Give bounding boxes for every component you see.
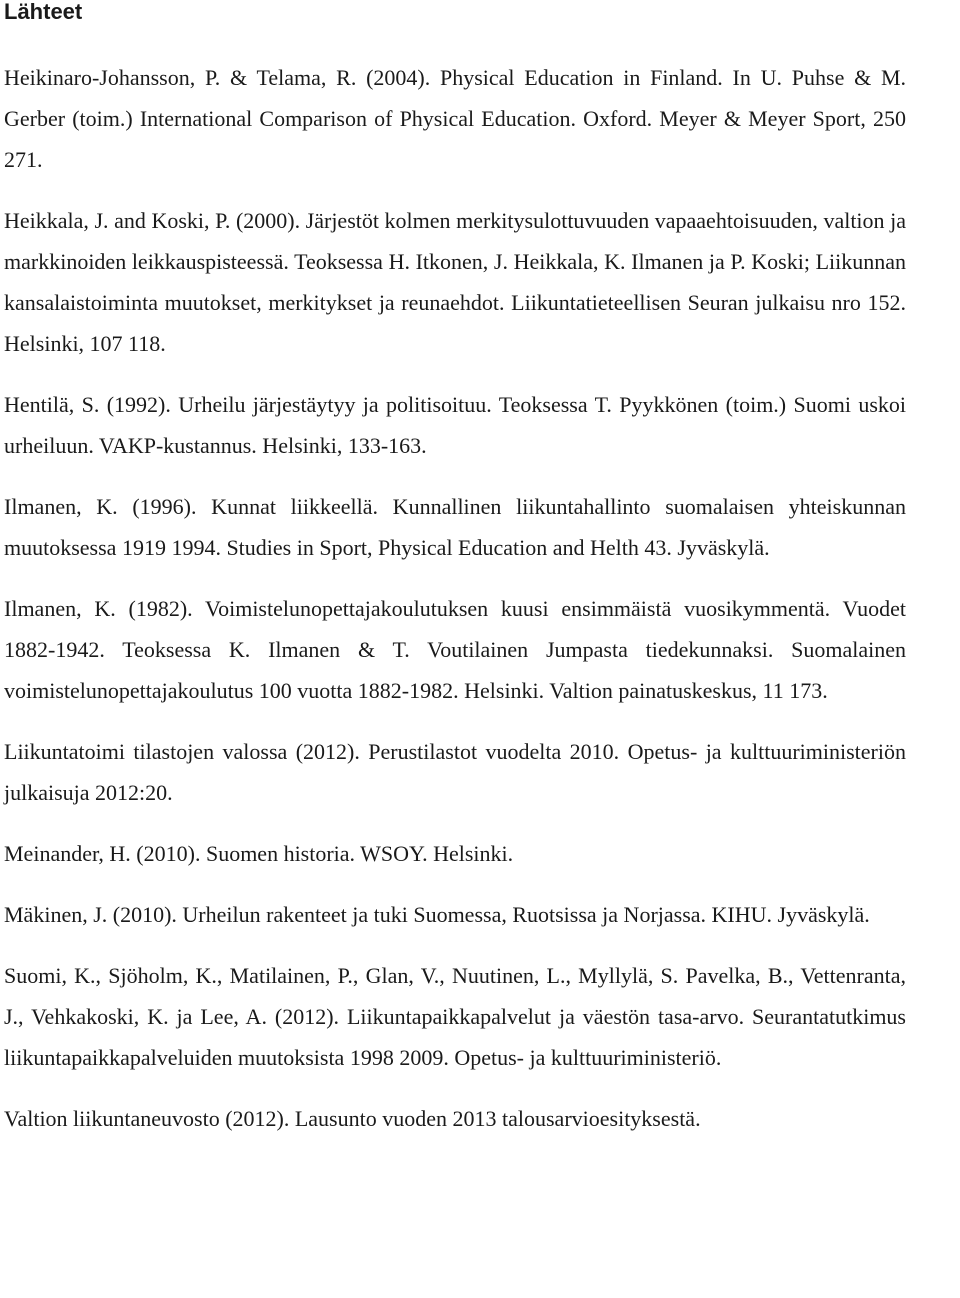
reference-entry: Liikuntatoimi tilastojen valossa (2012). Perustilastot vuodelta 2010. Opetus- ja kulttuuriministeriön julkaisuja 2012:20. — [4, 739, 906, 805]
reference-entry: Mäkinen, J. (2010). Urheilun rakenteet ja tuki Suomessa, Ruotsissa ja Norjassa. KIHU. Jyväskylä. — [4, 902, 870, 927]
reference-list — [4, 57, 906, 1139]
reference-entry: Hentilä, S. (1992). Urheilu järjestäytyy ja politisoituu. Teoksessa T. Pyykkönen (toim.) Suomi uskoi urheiluun. VAKP-kustannus. Helsinki, 133-163. — [4, 392, 906, 458]
reference-entry: Heikinaro-Johansson, P. & Telama, R. (2004). Physical Education in Finland. In U. Puhse & M. Gerber (toim.) International Comparison of Physical Education. Oxford. Meyer & Meyer Sport, 250 271. — [4, 65, 906, 172]
reference-entry: Meinander, H. (2010). Suomen historia. WSOY. Helsinki. — [4, 841, 514, 866]
reference-entry: Heikkala, J. and Koski, P. (2000). Järjestöt kolmen merkitysulottuvuuden vapaaehtoisuuden, valtion ja markkinoiden leikkauspisteessä. Teoksessa H. Itkonen, J. Heikkala, K. Ilmanen ja P. Koski; Liikunnan kansalaistoiminta muutokset, merkitykset ja reunaehdot. Liikuntatieteellisen Seuran julkaisu nro 152. Helsinki, 107 118. — [4, 208, 906, 356]
page-heading: Lähteet — [4, 0, 83, 24]
document-page — [4, 0, 906, 1139]
reference-entry: Ilmanen, K. (1982). Voimistelunopettajakoulutuksen kuusi ensimmäistä vuosikymmentä. Vuodet 1882-1942. Teoksessa K. Ilmanen & T. Voutilainen Jumpasta tiedekunnaksi. Suomalainen voimistelunopettajakoulutus 100 vuotta 1882-1982. Helsinki. Valtion painatuskeskus, 11 173. — [4, 596, 906, 703]
reference-entry: Ilmanen, K. (1996). Kunnat liikkeellä. Kunnallinen liikuntahallinto suomalaisen yhteiskunnan muutoksessa 1919 1994. Studies in Sport, Physical Education and Helth 43. Jyväskylä. — [4, 494, 906, 560]
reference-entry: Suomi, K., Sjöholm, K., Matilainen, P., Glan, V., Nuutinen, L., Myllylä, S. Pavelka, B., Vettenranta, J., Vehkakoski, K. ja Lee, A. (2012). Liikuntapaikkapalvelut ja väestön tasa-arvo. Seurantatutkimus liikuntapaikkapalveluiden muutoksista 1998 2009. Opetus- ja kulttuuriministeriö. — [4, 963, 906, 1070]
reference-entry: Valtion liikuntaneuvosto (2012). Lausunto vuoden 2013 talousarvioesityksestä. — [4, 1106, 701, 1131]
